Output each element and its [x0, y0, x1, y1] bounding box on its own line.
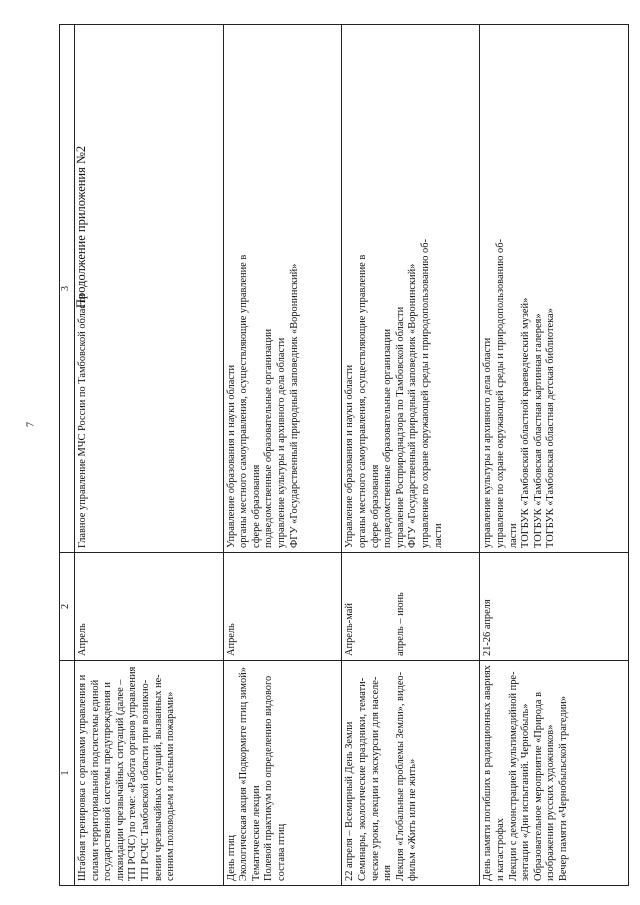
continuation-title: Продолжение приложения №2: [74, 145, 88, 308]
cell-text-line: ТП РСЧС) по теме: «Работа органов управления: [127, 666, 139, 881]
responsible-cell: [342, 25, 480, 553]
cell-text-line: 22 апреля – Всемирный День Земли: [344, 721, 356, 881]
dates-cell: [480, 553, 629, 661]
cell-text-line: ТОГБУК «Тамбовская областная детская библиотека»: [545, 308, 557, 548]
responsible-cell: [75, 25, 224, 553]
cell-text-line: ния: [382, 865, 394, 881]
cell-text-line: Управление образования и науки области: [225, 364, 237, 548]
cell-text-line: управление Росприроднадзора по Тамбовской области: [394, 306, 406, 548]
cell-text-line: ТОГБУК «Тамбовский областной краеведческий музей»: [520, 297, 532, 548]
cell-text-line: Управление образования и науки области: [344, 364, 356, 548]
responsible-cell: [480, 25, 629, 553]
cell-text-line: сфере образования: [369, 464, 381, 548]
cell-text-line: органы местного самоуправления, осуществляющие управление в: [238, 254, 250, 548]
cell-text-line: органы местного самоуправления, осуществляющие управление в: [357, 254, 369, 548]
cell-text-line: День памяти погибших в радиационных авариях: [482, 665, 494, 881]
cell-text-line: ТОГБУК «Тамбовская областная картинная галерея»: [532, 313, 544, 548]
cell-text-line: [357, 557, 370, 656]
table-row: [75, 25, 224, 886]
cell-text-line: Главное управление МЧС России по Тамбовской области: [77, 293, 88, 548]
cell-text-line: изображении русских художников»: [545, 724, 557, 881]
cell-text-line: Вечер памяти «Чернобыльской трагедии»: [557, 695, 569, 881]
cell-text-line: ласти: [507, 523, 519, 548]
cell-text-line: подведомственные образовательные организации: [263, 328, 275, 548]
cell-text-line: сфере образования: [250, 464, 262, 548]
cell-text-line: сенним половодьем и лесными пожарами»: [165, 691, 177, 881]
events-cell: [480, 661, 629, 886]
cell-text-line: и катастрофах: [495, 818, 506, 881]
cell-text-line: Полевой практикум по определению видового: [263, 675, 275, 881]
cell-text-line: Лекции с демонстрацией мультимедийной пре-: [507, 671, 519, 881]
responsible-cell: [223, 25, 342, 553]
cell-text-line: ТП РСЧС Тамбовской области при возникно-: [139, 679, 151, 881]
column-header: 2: [60, 553, 75, 661]
cell-text-line: зентации «Дни испытаний. Чернобыль»: [520, 703, 532, 881]
cell-text-line: Лекция «Глобальные проблемы Земли», видео-: [394, 671, 406, 881]
cell-text-line: Семинары, экологические праздники, темати-: [357, 677, 369, 881]
header-row: [60, 25, 75, 886]
dates-cell: [75, 553, 224, 661]
cell-text-line: фильм «Жить или не жить»: [407, 758, 419, 881]
cell-text-line: подведомственные образовательные организации: [382, 328, 394, 548]
events-cell: [342, 661, 480, 886]
rotated-landscape-page: [59, 24, 629, 886]
cell-text-line: силами территориальной подсистемы единой: [89, 679, 101, 881]
cell-text-line: Апрель: [225, 623, 237, 656]
page-number: 7: [25, 422, 37, 427]
cell-text-line: Апрель-май: [344, 603, 356, 656]
cell-text-line: управление культуры и архивного дела области: [482, 337, 494, 548]
table-row: [223, 25, 342, 886]
cell-text-line: [382, 557, 395, 656]
column-header: 1: [60, 661, 75, 886]
cell-text-line: Тематические лекции: [250, 785, 262, 881]
cell-text-line: управление культуры и архивного дела области: [275, 337, 287, 548]
cell-text-line: управление по охране окружающей среды и природопользованию об-: [495, 239, 506, 548]
table-row: [480, 25, 629, 886]
events-cell: [75, 661, 224, 886]
cell-text-line: государственной системы предупреждения и: [102, 682, 114, 881]
cell-text-line: ласти: [432, 523, 444, 548]
cell-text-line: управление по охране окружающей среды и природопользованию об-: [420, 239, 431, 548]
cell-text-line: 21-26 апреля: [482, 599, 494, 656]
cell-text-line: Штабная тренировка с органами управления и: [77, 674, 88, 881]
table-row: [342, 25, 480, 886]
cell-text-line: ческие уроки, лекции и экскурсии для населе-: [369, 676, 381, 881]
events-cell: [223, 661, 342, 886]
cell-text-line: День птиц: [225, 835, 237, 881]
cell-text-line: вении чрезвычайных ситуаций, вызванных не-: [152, 674, 164, 881]
dates-cell: [223, 553, 342, 661]
cell-text-line: Экологическая акция «Подкормите птиц зимой»: [238, 667, 250, 881]
cell-text-line: апрель – июнь: [394, 592, 406, 656]
cell-text-line: ФГУ «Государственный природный заповедник «Воронинский»: [288, 263, 300, 548]
events-table: [59, 24, 629, 886]
cell-text-line: ликвидации чрезвычайных ситуаций (далее –: [114, 679, 126, 881]
document-table-area: [59, 24, 629, 886]
column-header: 3: [60, 25, 75, 553]
cell-text-line: состава птиц: [275, 823, 287, 881]
cell-text-line: Образовательное мероприятие «Природа в: [532, 691, 544, 881]
cell-text-line: [370, 557, 383, 656]
cell-text-line: Апрель: [77, 623, 88, 656]
cell-text-line: ФГУ «Государственный природный заповедник «Воронинский»: [407, 263, 419, 548]
dates-cell: [342, 553, 480, 661]
